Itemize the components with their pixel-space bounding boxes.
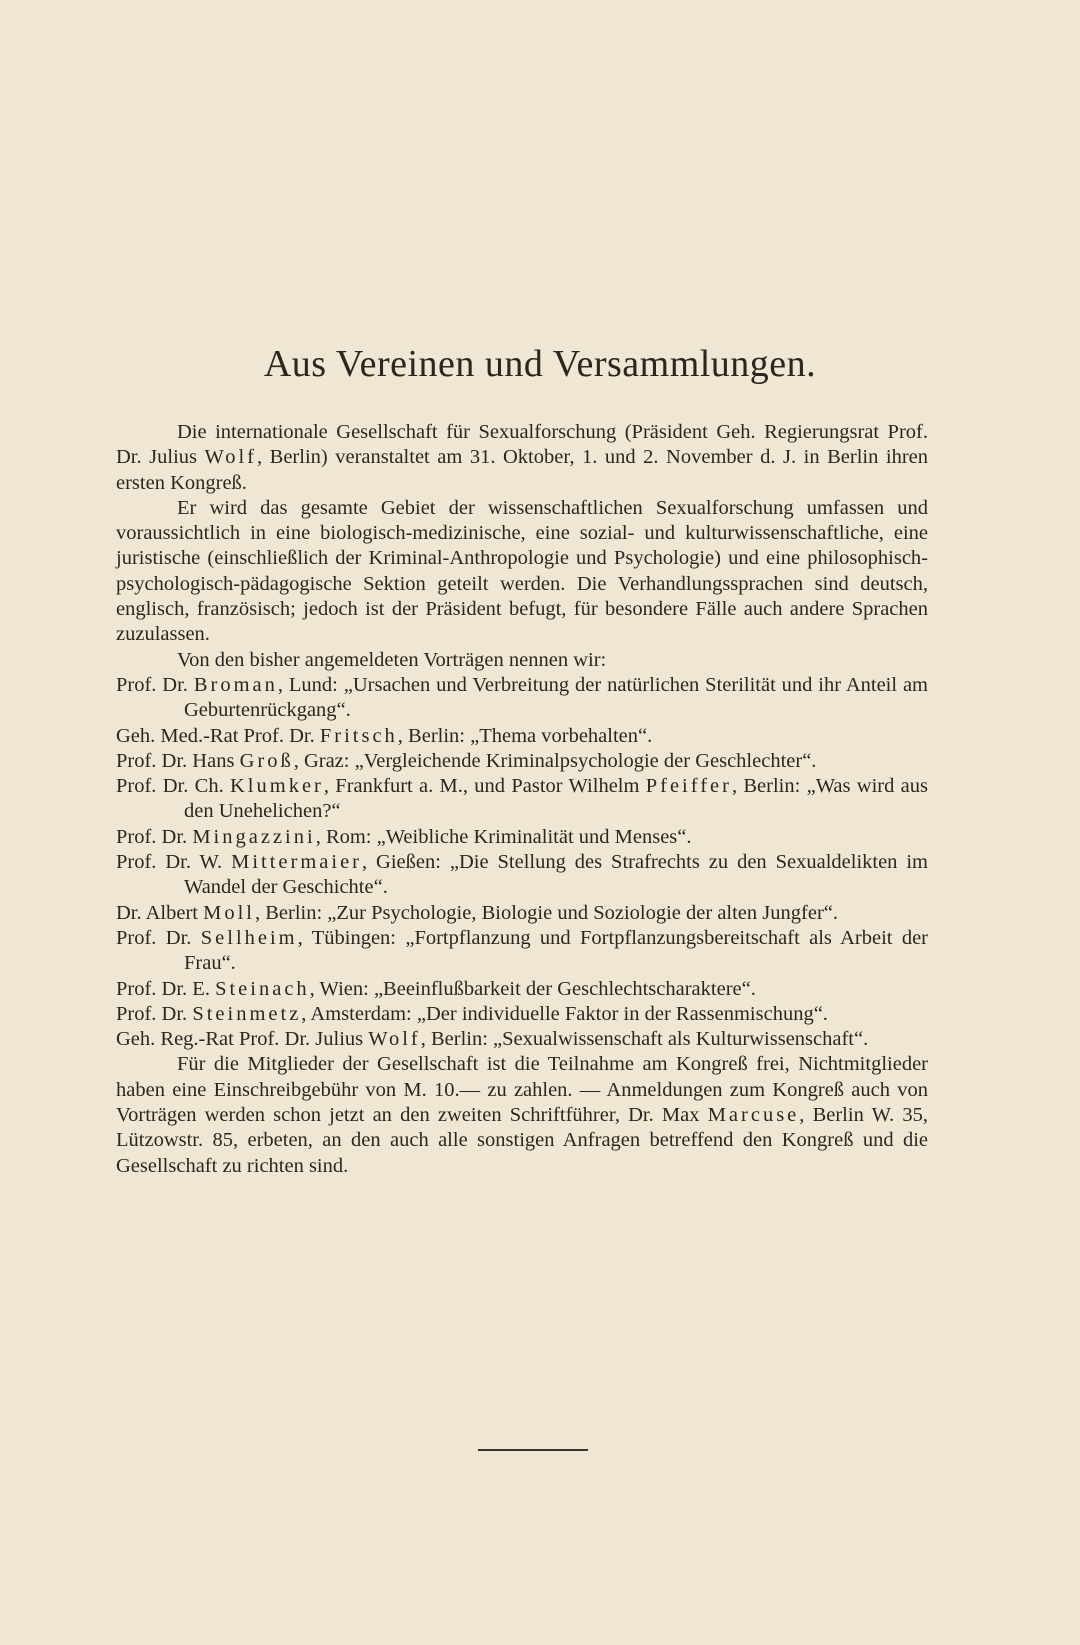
- lecture-speaker-name: Sellheim: [200, 926, 298, 949]
- lecture-entry: [116, 774, 928, 825]
- lecture-speaker-name: Fritsch: [319, 724, 398, 747]
- lecture-entry: [116, 673, 928, 724]
- article-body: [116, 420, 928, 1179]
- lecture-topic: , Berlin: „Sexualwissenschaft als Kulturwissenschaft“.: [420, 1028, 869, 1051]
- lecture-speaker-name-2: Pfeiffer: [645, 775, 732, 798]
- lecture-speaker-name: Mittermaier: [231, 851, 362, 874]
- lecture-speaker-title: Prof. Dr.: [116, 1002, 193, 1025]
- lecture-speaker-title: Dr. Albert: [116, 901, 204, 924]
- lecture-topic: , Lund: „Ursachen und Verbreitung der natürlichen Sterilität und ihr Anteil am Geburtenrückgang“.: [184, 673, 928, 722]
- president-name: Wolf: [204, 446, 258, 469]
- lecture-speaker-title: Prof. Dr.: [116, 926, 201, 949]
- scope-paragraph: Er wird das gesamte Gebiet der wissenschaftlichen Sexualforschung umfassen und voraussichtlich in eine biologisch-medizinische, eine sozial- und kulturwissenschaftliche, eine juristische (einschließlich der Kriminal-Anthropologie und Psychologie) und eine philosophisch-psychologisch-pädagogische Sektion geteilt werden. Die Verhandlungssprachen sind deutsch, englisch, französisch; jedoch ist der Präsident befugt, für besondere Fälle auch andere Sprachen zuzulassen.: [116, 496, 928, 646]
- lectures-intro: Von den bisher angemeldeten Vorträgen nennen wir:: [177, 648, 607, 671]
- lecture-entry: [116, 977, 928, 1002]
- intro-text-end: , Berlin) veranstaltet am 31. Oktober, 1. und 2. November d. J. in Berlin ihren ersten Kongreß.: [116, 446, 928, 494]
- lecture-topic: , Amsterdam: „Der individuelle Faktor in der Rassenmischung“.: [301, 1002, 828, 1025]
- lecture-entry: [116, 926, 928, 977]
- lecture-topic: , Berlin: „Thema vorbehalten“.: [397, 724, 653, 747]
- lecture-speaker-title: Prof. Dr. Hans: [116, 749, 240, 772]
- lecture-speaker-title: Prof. Dr. E.: [116, 977, 216, 1000]
- lecture-topic: , Berlin: „Zur Psychologie, Biologie und Soziologie der alten Jungfer“.: [255, 901, 838, 924]
- lecture-topic: , Berlin: „Was wird aus den Unehelichen?“: [184, 775, 928, 823]
- lecture-speaker-name: Klumker: [230, 775, 324, 798]
- lecture-topic: , Tübingen: „Fortpflanzung und Fortpflanzungsbereitschaft als Arbeit der Frau“.: [184, 926, 928, 975]
- lecture-entry: [116, 850, 928, 901]
- lecture-topic: , Wien: „Beeinflußbarkeit der Geschlechtscharaktere“.: [309, 977, 756, 1000]
- lecture-topic: , Rom: „Weibliche Kriminalität und Menses“.: [315, 825, 692, 848]
- lecture-entry: [116, 1027, 928, 1052]
- closing-text-end: , Berlin W. 35, Lützowstr. 85, erbeten, an den auch alle sonstigen Anfragen betreffend den Kongreß und die Gesellschaft zu richten sind.: [116, 1104, 929, 1177]
- lecture-speaker-name: Groß: [239, 749, 294, 772]
- lecture-speaker-title: Geh. Reg.-Rat Prof. Dr. Julius: [116, 1028, 369, 1051]
- lecture-speaker-title: Prof. Dr. W.: [116, 851, 232, 874]
- lecture-speaker-joint: , Frankfurt a. M., und Pastor Wilhelm: [323, 775, 646, 798]
- lecture-entry: [116, 901, 928, 926]
- lecture-entry: [116, 825, 928, 850]
- intro-paragraph: [116, 420, 928, 496]
- lecture-speaker-title: Geh. Med.-Rat Prof. Dr.: [116, 724, 320, 747]
- lecture-speaker-name: Steinmetz: [192, 1002, 302, 1025]
- closing-paragraph: [116, 1052, 928, 1178]
- intro-text: Die internationale Gesellschaft für Sexualforschung (Präsident Geh. Regierungsrat Prof. Dr. Julius: [116, 421, 928, 469]
- article-title: Aus Vereinen und Versammlungen.: [263, 343, 817, 385]
- lecture-entry: [116, 749, 928, 774]
- lecture-speaker-name: Wolf: [368, 1028, 421, 1051]
- section-end-rule: [478, 1449, 588, 1451]
- lecture-speaker-name: Mingazzini: [192, 825, 316, 848]
- lecture-speaker-name: Steinach: [215, 977, 310, 1000]
- lecture-speaker-title: Prof. Dr.: [116, 673, 194, 696]
- lecture-entry: [116, 1002, 928, 1027]
- lecture-entry: [116, 724, 928, 749]
- lecture-topic: , Graz: „Vergleichende Kriminalpsychologie der Geschlechter“.: [293, 749, 817, 772]
- lecture-speaker-name: Broman: [193, 673, 278, 696]
- lecture-speaker-title: Prof. Dr. Ch.: [116, 775, 230, 798]
- closing-text: Für die Mitglieder der Gesellschaft ist die Teilnahme am Kongreß frei, Nichtmitglieder haben eine Einschreibgebühr von M. 10.— zu zahlen. — Anmeldungen zum Kongreß auch von Vorträgen werden schon jetzt an den zweiten Schriftführer, Dr. Max: [116, 1053, 928, 1127]
- lecture-topic: , Gießen: „Die Stellung des Strafrechts zu den Sexualdelikten im Wandel der Geschichte“.: [184, 851, 929, 899]
- secretary-name: Marcuse: [707, 1104, 800, 1127]
- lecture-speaker-title: Prof. Dr.: [116, 825, 193, 848]
- lecture-speaker-name: Moll: [203, 901, 255, 924]
